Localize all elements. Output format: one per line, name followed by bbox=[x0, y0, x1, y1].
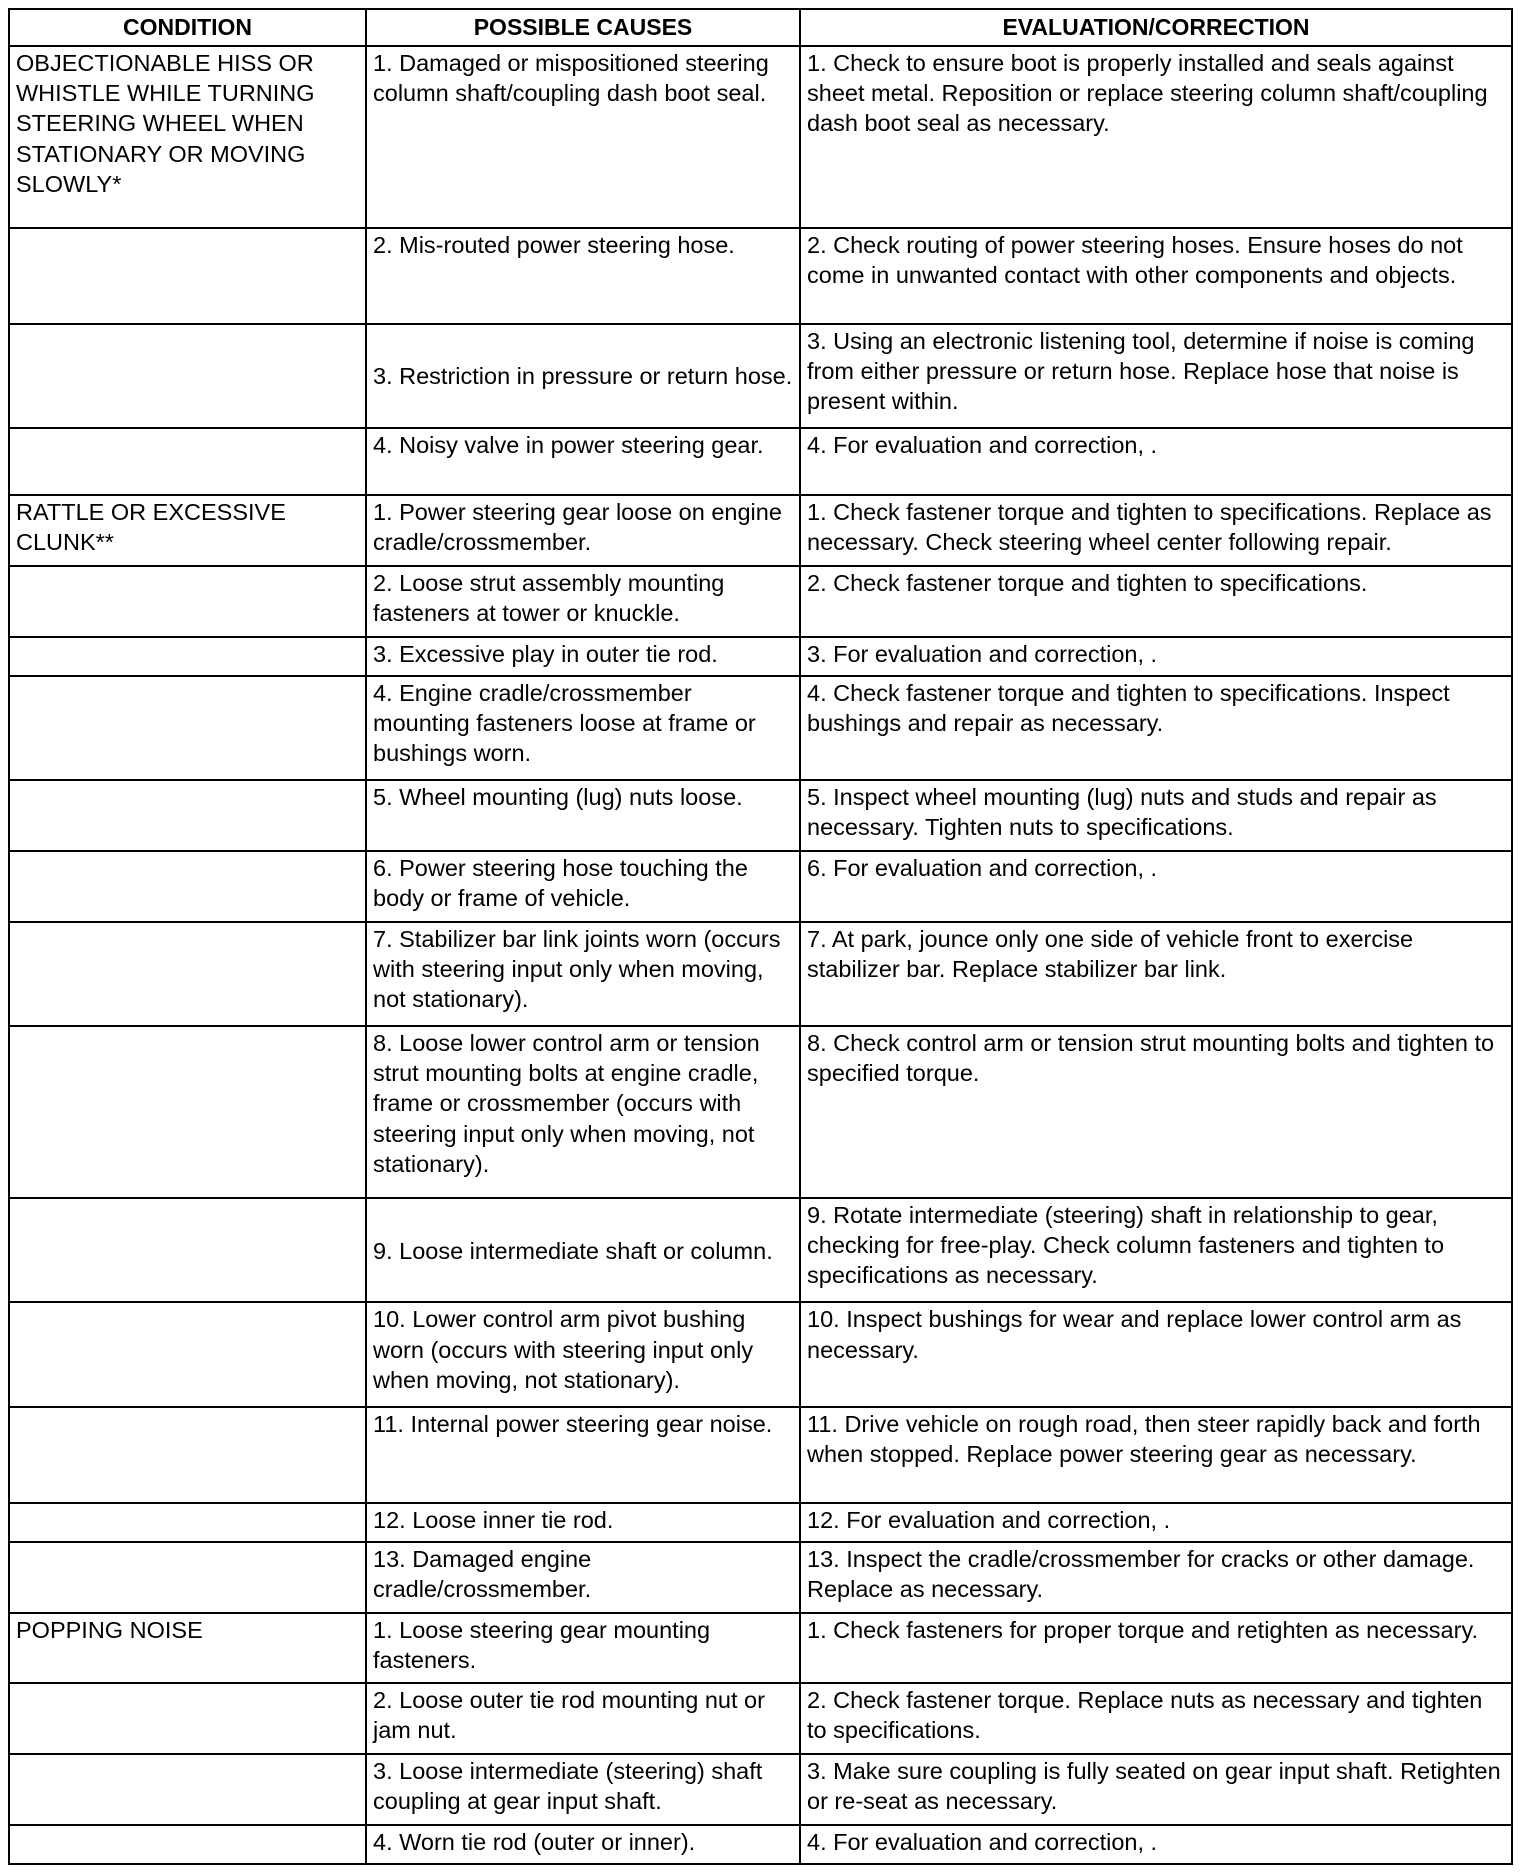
possible-cause-cell: 2. Loose outer tie rod mounting nut or jam nut. bbox=[366, 1683, 800, 1754]
evaluation-correction-cell: 7. At park, jounce only one side of vehicle front to exercise stabilizer bar. Replace stabilizer bar link. bbox=[800, 922, 1512, 1026]
table-row bbox=[9, 637, 1512, 676]
table-row bbox=[9, 1302, 1512, 1406]
table-row bbox=[9, 780, 1512, 851]
condition-cell bbox=[9, 1754, 366, 1825]
header-evaluation-correction: EVALUATION/CORRECTION bbox=[800, 9, 1512, 46]
condition-cell bbox=[9, 1542, 366, 1613]
evaluation-correction-cell: 3. For evaluation and correction, . bbox=[800, 637, 1512, 676]
condition-cell bbox=[9, 324, 366, 428]
table-row bbox=[9, 1754, 1512, 1825]
evaluation-correction-cell: 1. Check to ensure boot is properly installed and seals against sheet metal. Reposition or replace steering column shaft/coupling dash boot seal as necessary. bbox=[800, 46, 1512, 228]
possible-cause-cell: 9. Loose intermediate shaft or column. bbox=[366, 1198, 800, 1302]
table-row bbox=[9, 228, 1512, 324]
evaluation-correction-cell: 1. Check fasteners for proper torque and retighten as necessary. bbox=[800, 1613, 1512, 1684]
condition-cell: POPPING NOISE bbox=[9, 1613, 366, 1684]
diagnosis-table bbox=[8, 8, 1513, 1865]
evaluation-correction-cell: 6. For evaluation and correction, . bbox=[800, 851, 1512, 922]
condition-cell bbox=[9, 566, 366, 637]
evaluation-correction-cell: 13. Inspect the cradle/crossmember for cracks or other damage. Replace as necessary. bbox=[800, 1542, 1512, 1613]
table-row bbox=[9, 1407, 1512, 1503]
condition-cell bbox=[9, 428, 366, 495]
possible-cause-cell: 12. Loose inner tie rod. bbox=[366, 1503, 800, 1542]
evaluation-correction-cell: 10. Inspect bushings for wear and replace lower control arm as necessary. bbox=[800, 1302, 1512, 1406]
evaluation-correction-cell: 2. Check fastener torque. Replace nuts as necessary and tighten to specifications. bbox=[800, 1683, 1512, 1754]
possible-cause-cell: 1. Loose steering gear mounting fasteners. bbox=[366, 1613, 800, 1684]
header-row bbox=[9, 9, 1512, 46]
possible-cause-cell: 6. Power steering hose touching the body or frame of vehicle. bbox=[366, 851, 800, 922]
possible-cause-cell: 11. Internal power steering gear noise. bbox=[366, 1407, 800, 1503]
condition-cell bbox=[9, 228, 366, 324]
table-row bbox=[9, 1683, 1512, 1754]
condition-cell bbox=[9, 1407, 366, 1503]
evaluation-correction-cell: 9. Rotate intermediate (steering) shaft in relationship to gear, checking for free-play. Check column fasteners and tighten to specifications as necessary. bbox=[800, 1198, 1512, 1302]
evaluation-correction-cell: 2. Check routing of power steering hoses. Ensure hoses do not come in unwanted contact with other components and objects. bbox=[800, 228, 1512, 324]
condition-cell bbox=[9, 1198, 366, 1302]
possible-cause-cell: 2. Mis-routed power steering hose. bbox=[366, 228, 800, 324]
possible-cause-cell: 3. Restriction in pressure or return hose. bbox=[366, 324, 800, 428]
evaluation-correction-cell: 8. Check control arm or tension strut mounting bolts and tighten to specified torque. bbox=[800, 1026, 1512, 1198]
evaluation-correction-cell: 3. Using an electronic listening tool, determine if noise is coming from either pressure or return hose. Replace hose that noise is present within. bbox=[800, 324, 1512, 428]
condition-cell: RATTLE OR EXCESSIVE CLUNK** bbox=[9, 495, 366, 566]
possible-cause-cell: 2. Loose strut assembly mounting fasteners at tower or knuckle. bbox=[366, 566, 800, 637]
evaluation-correction-cell: 1. Check fastener torque and tighten to specifications. Replace as necessary. Check steering wheel center following repair. bbox=[800, 495, 1512, 566]
possible-cause-cell: 13. Damaged engine cradle/crossmember. bbox=[366, 1542, 800, 1613]
condition-cell bbox=[9, 1683, 366, 1754]
possible-cause-cell: 1. Power steering gear loose on engine cradle/crossmember. bbox=[366, 495, 800, 566]
table-row bbox=[9, 495, 1512, 566]
possible-cause-cell: 4. Engine cradle/crossmember mounting fasteners loose at frame or bushings worn. bbox=[366, 676, 800, 780]
table-row bbox=[9, 851, 1512, 922]
evaluation-correction-cell: 12. For evaluation and correction, . bbox=[800, 1503, 1512, 1542]
evaluation-correction-cell: 4. For evaluation and correction, . bbox=[800, 428, 1512, 495]
evaluation-correction-cell: 2. Check fastener torque and tighten to specifications. bbox=[800, 566, 1512, 637]
condition-cell bbox=[9, 1302, 366, 1406]
header-possible-causes: POSSIBLE CAUSES bbox=[366, 9, 800, 46]
condition-cell bbox=[9, 1026, 366, 1198]
evaluation-correction-cell: 3. Make sure coupling is fully seated on gear input shaft. Retighten or re-seat as necessary. bbox=[800, 1754, 1512, 1825]
header-condition: CONDITION bbox=[9, 9, 366, 46]
condition-cell: OBJECTIONABLE HISS OR WHISTLE WHILE TURNING STEERING WHEEL WHEN STATIONARY OR MOVING SLOWLY* bbox=[9, 46, 366, 228]
condition-cell bbox=[9, 922, 366, 1026]
evaluation-correction-cell: 5. Inspect wheel mounting (lug) nuts and studs and repair as necessary. Tighten nuts to specifications. bbox=[800, 780, 1512, 851]
table-row bbox=[9, 566, 1512, 637]
possible-cause-cell: 8. Loose lower control arm or tension strut mounting bolts at engine cradle, frame or crossmember (occurs with steering input only when moving, not stationary). bbox=[366, 1026, 800, 1198]
possible-cause-cell: 3. Excessive play in outer tie rod. bbox=[366, 637, 800, 676]
evaluation-correction-cell: 11. Drive vehicle on rough road, then steer rapidly back and forth when stopped. Replace power steering gear as necessary. bbox=[800, 1407, 1512, 1503]
possible-cause-cell: 4. Noisy valve in power steering gear. bbox=[366, 428, 800, 495]
condition-cell bbox=[9, 851, 366, 922]
table-row bbox=[9, 324, 1512, 428]
possible-cause-cell: 1. Damaged or mispositioned steering column shaft/coupling dash boot seal. bbox=[366, 46, 800, 228]
condition-cell bbox=[9, 1503, 366, 1542]
possible-cause-cell: 7. Stabilizer bar link joints worn (occurs with steering input only when moving, not stationary). bbox=[366, 922, 800, 1026]
possible-cause-cell: 3. Loose intermediate (steering) shaft coupling at gear input shaft. bbox=[366, 1754, 800, 1825]
table-row bbox=[9, 1613, 1512, 1684]
table-row bbox=[9, 1825, 1512, 1864]
condition-cell bbox=[9, 637, 366, 676]
table-row bbox=[9, 1026, 1512, 1198]
condition-cell bbox=[9, 1825, 366, 1864]
table-row bbox=[9, 428, 1512, 495]
table-row bbox=[9, 1198, 1512, 1302]
possible-cause-cell: 5. Wheel mounting (lug) nuts loose. bbox=[366, 780, 800, 851]
table-row bbox=[9, 46, 1512, 228]
evaluation-correction-cell: 4. For evaluation and correction, . bbox=[800, 1825, 1512, 1864]
possible-cause-cell: 10. Lower control arm pivot bushing worn (occurs with steering input only when moving, not stationary). bbox=[366, 1302, 800, 1406]
table-row bbox=[9, 676, 1512, 780]
condition-cell bbox=[9, 676, 366, 780]
table-row bbox=[9, 1542, 1512, 1613]
condition-cell bbox=[9, 780, 366, 851]
evaluation-correction-cell: 4. Check fastener torque and tighten to specifications. Inspect bushings and repair as necessary. bbox=[800, 676, 1512, 780]
possible-cause-cell: 4. Worn tie rod (outer or inner). bbox=[366, 1825, 800, 1864]
table-row bbox=[9, 1503, 1512, 1542]
table-row bbox=[9, 922, 1512, 1026]
